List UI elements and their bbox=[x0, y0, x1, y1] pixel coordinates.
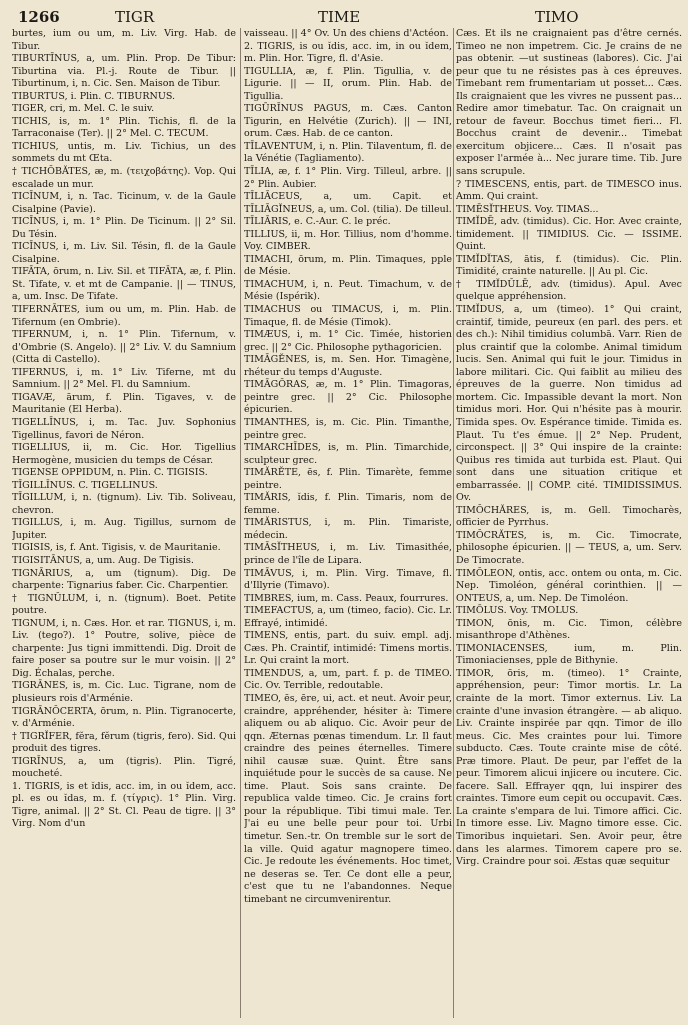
dictionary-entry: TIGELLIUS, ii, m. Cic. Hor. Tigellius Hermogène, musicien du temps de César. bbox=[12, 442, 236, 466]
dictionary-entry: † TIMĬDŬLĒ, adv. (timidus). Apul. Avec quelque appréhension. bbox=[456, 278, 682, 303]
dictionary-entry: TIFERNUS, i, m. 1° Liv. Tiferne, mt du Samnium. || 2° Mel. Fl. du Samnium. bbox=[12, 366, 236, 391]
dictionary-entry: TĪLIĀCEUS, a, um. Capit. et TĪLIĀGĬNEUS, a, um. Col. (tilia). De tilleul. bbox=[244, 191, 452, 215]
dictionary-entry: 2. TIGRIS, is ou ĭdis, acc. im, in ou ĭdem, m. Plin. Hor. Tigre, fl. d'Asie. bbox=[244, 40, 452, 65]
dictionary-entry: TIMĂRIS, ĭdis, f. Plin. Timaris, nom de femme. bbox=[244, 492, 452, 516]
dictionary-entry: TIMĂRISTUS, i, m. Plin. Timariste, médecin. bbox=[244, 517, 452, 541]
dictionary-entry: † TICHŎBĂTES, æ, m. (τειχοβάτης). Vop. Qui escalade un mur. bbox=[12, 166, 236, 190]
dictionary-entry: TIMEO, ēs, ēre, ui, act. et neut. Avoir peur, craindre, appréhender, hésiter à: Timere aliquem ou ab aliquo. Cic. Avoir peur de qqn. Æternas pœnas timendum. Lr. Il faut craindre des peines éternelles. Timere nihil causæ suæ. Quint. Être sans inquiétude pour le succès de sa cause. Ne time. Plaut. Sois sans crainte. De republica valde timeo. Cic. Je crains fort pour la république. Tibi timui male. Ter. J'ai eu une belle peur pour toi. Urbi timetur. Sen.-tr. On tremble sur le sort de la ville. Quid agatur magnopere timeo. Cic. Je redoute les événements. Hoc timet, ne deseras se. Ter. Ce dont elle a peur, c'est que tu ne l'abandonnes. Neque timebant ne circumvenirentur. bbox=[244, 692, 452, 905]
dictionary-entry: TIFĀTA, ōrum, n. Liv. Sil. et TIFĀTA, æ, f. Plin. St. Tifate, v. et mt de Campanie. || — TINUS, a, um. Insc. De Tifate. bbox=[12, 266, 236, 303]
dictionary-entry: TIGNUM, i, n. Cæs. Hor. et rar. TIGNUS, i, m. Liv. (tego?). 1° Poutre, solive, pièce de charpente: Jus tigni immittendi. Dig. Droit de faire poser sa poutre sur le mur voisin. || 2° Dig. Échalas, perche. bbox=[12, 617, 236, 679]
dictionary-entry: TIMEFACTUS, a, um (timeo, facio). Cic. Lr. Effrayé, intimidé. bbox=[244, 605, 452, 629]
dictionary-entry: TIGISIS, is, f. Ant. Tigisis, v. de Mauritanie. bbox=[12, 542, 221, 554]
dictionary-entry: ? TIMESCENS, entis, part. de TIMESCO inus. Amm. Qui craint. bbox=[456, 178, 682, 203]
dictionary-entry: vaisseau. || 4° Ov. Un des chiens d'Actéon. bbox=[244, 28, 449, 39]
dictionary-entry: TIMĀGŎRAS, æ, m. 1° Plin. Timagoras, peintre grec. || 2° Cic. Philosophe épicurien. bbox=[244, 379, 452, 416]
dictionary-entry: † TIGNŬLUM, i, n. (tignum). Boet. Petite poutre. bbox=[12, 592, 236, 617]
dictionary-entry: TIMŌLUS. Voy. TMOLUS. bbox=[456, 605, 579, 617]
dictionary-entry: TIMONIACENSES, ium, m. Plin. Timoniacienses, pple de Bithynie. bbox=[456, 642, 682, 667]
dictionary-entry: TĪLAVENTUM, i, n. Plin. Tilaventum, fl. de la Vénétie (Tagliamento). bbox=[244, 140, 452, 165]
dictionary-entry: 1. TIGRIS, is et ĭdis, acc. im, in ou ĭdem, acc. pl. es ou ĭdas, m. f. (τίγρις). 1° Plin. Virg. Tigre, animal. || 2° St. Cl. Peau de tigre. || 3° Virg. Nom d'un bbox=[12, 780, 236, 830]
dictionary-entry: TIMŎLEON, ontis, acc. ontem ou onta, m. Cic. Nep. Timoléon, général corinthien. || — ONTEUS, a, um. Nep. De Timoléon. bbox=[456, 567, 682, 604]
dictionary-entry: TIGRĪNUS, a, um (tigris). Plin. Tigré, moucheté. bbox=[12, 755, 236, 780]
dictionary-entry: TIMARCHĪDES, is, m. Plin. Timarchide, sculpteur grec. bbox=[244, 442, 452, 466]
dictionary-entry: TĪGILLĪNUS. C. TIGELLINUS. bbox=[12, 479, 158, 491]
dictionary-entry: TIMŎCRĂTES, is, m. Cic. Timocrate, philosophe épicurien. || — TEUS, a, um. Serv. De Timocrate. bbox=[456, 529, 682, 566]
dictionary-entry: TIGRĀNES, is, m. Cic. Luc. Tigrane, nom de plusieurs rois d'Arménie. bbox=[12, 680, 236, 704]
dictionary-entry: TICHIS, is, m. 1° Plin. Tichis, fl. de la Tarraconaise (Ter). || 2° Mel. C. TECUM. bbox=[12, 115, 236, 140]
dictionary-entry: TIMACHUM, i, n. Peut. Timachum, v. de Mésie (Ispérik). bbox=[244, 278, 452, 303]
dictionary-entry: TICĪNUS, i, m. Liv. Sil. Tésin, fl. de la Gaule Cisalpine. bbox=[12, 241, 236, 265]
dictionary-entry: TIGŪRĪNUS PAGUS, m. Cæs. Canton Tigurin, en Helvétie (Zurich). || — INI, orum. Cæs. Hab. de ce canton. bbox=[244, 103, 452, 140]
header-right-guideword: TIMO bbox=[535, 8, 579, 26]
dictionary-entry: TIBURTĪNUS, a, um. Plin. Prop. De Tibur: Tiburtina via. Pl.-j. Route de Tibur. || Tiburtinum, i, n. Cic. Sen. Maison de Tibur. bbox=[12, 53, 236, 90]
dictionary-entry: TIGULLIA, æ, f. Plin. Tigullia, v. de Ligurie. || — II, orum. Plin. Hab. de Tigullia. bbox=[244, 65, 452, 102]
dictionary-entry: TIMŎCHĂRES, is, m. Gell. Timocharès, officier de Pyrrhus. bbox=[456, 504, 682, 529]
dictionary-entry: TIMĀGĔNES, is, m. Sen. Hor. Timagène, rhéteur du temps d'Auguste. bbox=[244, 354, 452, 378]
dictionary-entry: TIMBRES, ium, m. Cass. Peaux, fourrures. bbox=[244, 592, 449, 604]
dictionary-entry: TICHIUS, untis, m. Liv. Tichius, un des sommets du mt Œta. bbox=[12, 140, 236, 165]
text-column-1 bbox=[12, 28, 236, 1018]
dictionary-entry: TIGISITĀNUS, a, um. Aug. De Tigisis. bbox=[12, 554, 194, 566]
dictionary-entry: TIMĂRĔTE, ēs, f. Plin. Timarète, femme peintre. bbox=[244, 467, 452, 491]
dictionary-entry: TIMACHI, ōrum, m. Plin. Timaques, pple de Mésie. bbox=[244, 253, 452, 278]
page-number: 1266 bbox=[18, 8, 60, 26]
dictionary-entry: TIGELLĪNUS, i, m. Tac. Juv. Sophonius Tigellinus, favori de Néron. bbox=[12, 416, 236, 441]
column-divider bbox=[453, 28, 454, 1018]
dictionary-entry: TIMANTHES, is, m. Cic. Plin. Timanthe, peintre grec. bbox=[244, 416, 452, 441]
dictionary-entry: TIFERNĀTES, ium ou um, m. Plin. Hab. de Tifernum (en Ombrie). bbox=[12, 304, 236, 328]
dictionary-entry: TĪLIĀRIS, e. C.-Aur. C. le préc. bbox=[244, 216, 391, 228]
dictionary-entry: TIMĀVUS, i, m. Plin. Virg. Timave, fl. d'Illyrie (Timavo). bbox=[244, 567, 452, 592]
dictionary-entry: TIMĬDĬTAS, ātis, f. (timidus). Cic. Plin. Timidité, crainte naturelle. || Au pl. Cic. bbox=[456, 253, 682, 278]
dictionary-entry: TIGRĀNŎCERTA, ōrum, n. Plin. Tigranocerte, v. d'Arménie. bbox=[12, 705, 236, 730]
dictionary-entry: TIMON, ōnis, m. Cic. Timon, célèbre misanthrope d'Athènes. bbox=[456, 617, 682, 642]
dictionary-entry: TIMENDUS, a, um, part. f. p. de TIMEO. Cic. Ov. Terrible, redoutable. bbox=[244, 667, 452, 692]
dictionary-entry: TILLIUS, ii, m. Hor. Tillius, nom d'homme. Voy. CIMBER. bbox=[244, 228, 452, 253]
dictionary-entry: TICĪNUM, i, n. Tac. Ticinum, v. de la Gaule Cisalpine (Pavie). bbox=[12, 191, 236, 215]
header-left-guideword: TIGR bbox=[115, 8, 155, 26]
dictionary-entry: TIMACHUS ou TIMACUS, i, m. Plin. Timaque, fl. de Mésie (Timok). bbox=[244, 304, 452, 328]
dictionary-entry: TIMĒSĬTHEUS. Voy. TIMAS... bbox=[456, 203, 599, 215]
dictionary-entry: TIGENSE OPPIDUM, n. Plin. C. TIGISIS. bbox=[12, 467, 208, 479]
dictionary-entry: burtes, ium ou um, m. Liv. Virg. Hab. de Tibur. bbox=[12, 28, 236, 52]
dictionary-entry: TĪGILLUM, i, n. (tignum). Liv. Tib. Soliveau, chevron. bbox=[12, 492, 236, 516]
header-center-guideword: TIME bbox=[318, 8, 361, 26]
dictionary-entry: TICĪNUS, i, m. 1° Plin. De Ticinum. || 2° Sil. Du Tésin. bbox=[12, 216, 236, 240]
dictionary-entry: TIMĬDUS, a, um (timeo). 1° Qui craint, craintif, timide, peureux (en parl. des pers. et des ch.): Nihil timidius columbā. Varr. Rien de plus craintif que la colombe. Animal timidum lucis. Sen. Animal qui fuit le jour. Timidus in labore militari. Cic. Qui faiblit au milieu des épreuves de la guerre. Non timidus ad mortem. Cic. Impassible devant la mort. Non timidus mori. Hor. Qui n'hésite pas à mourir. Timida spes. Ov. Espérance timide. Timida es. Plaut. Tu t'es émue. || 2° Nep. Prudent, circonspect. || 3° Qui inspire de la crainte: Quibus res timida aut turbida est. Plaut. Qui sont dans une situation critique et embarrassée. || COMP. cité. TIMIDISSIMUS. Ov. bbox=[456, 304, 682, 504]
dictionary-entry: Cæs. Et ils ne craignaient pas d'être cernés. Timeo ne non impetrem. Cic. Je crains de ne pas obtenir. —ut sustineas (labores). Cic. J'ai peur que tu ne résistes pas à ces épreuves. Timebant rem frumentariam ut posset... Cæs. Ils craignaient que les vivres ne pussent pas... Redire amor timebatur. Tac. On craignait un retour de faveur. Bocchus timet fieri... Fl. Bocchus craint de devenir... Timebat exercitum objicere... Cæs. Il n'osait pas exposer l'armée à... Nec jurare time. Tib. Jure sans scrupule. bbox=[456, 28, 682, 178]
dictionary-entry: TIMĬDĒ, adv. (timidus). Cic. Hor. Avec crainte, timidement. || TIMIDIUS. Cic. — ISSIME. Quint. bbox=[456, 216, 682, 253]
column-divider bbox=[240, 28, 241, 1018]
text-column-2 bbox=[244, 28, 452, 1018]
dictionary-entry: TIGNĀRIUS, a, um (tignum). Dig. De charpente: Tignarius faber. Cic. Charpentier. bbox=[12, 567, 236, 592]
dictionary-entry: TIMĀSĬTHEUS, i, m. Liv. Timasithée, prince de l'île de Lipara. bbox=[244, 542, 452, 566]
dictionary-entry: TIGER, cri, m. Mel. C. le suiv. bbox=[12, 103, 155, 115]
dictionary-entry: TIBURTUS, i. Plin. C. TIBURNUS. bbox=[12, 90, 176, 102]
dictionary-entry: TIMOR, ōris, m. (timeo). 1° Crainte, appréhension, peur: Timor mortis. Lr. La crainte de la mort. Timor externus. Liv. La crainte d'une invasion étrangère. — ab aliquo. Liv. Crainte inspirée par qqn. Timor de illo meus. Cic. Mes craintes pour lui. Timore subducto. Cæs. Toute crainte mise de côté. Præ timore. Plaut. De peur, par l'effet de la peur. Timorem alicui injicere ou incutere. Cic. facere. Sall. Effrayer qqn, lui inspirer des craintes. Timore eum cepit ou occupavit. Cæs. La crainte s'empara de lui. Timore affici. Cic. In timore esse. Liv. Magno timore esse. Cic. Timoribus inquietari. Sen. Avoir peur, être dans les alarmes. Timorem capere pro se. Virg. Craindre pour soi. Æstas quæ sequitur bbox=[456, 667, 682, 868]
text-column-3 bbox=[456, 28, 682, 1018]
dictionary-entry: TIGILLUS, i, m. Aug. Tigillus, surnom de Jupiter. bbox=[12, 517, 236, 541]
dictionary-entry: TĪLIA, æ, f. 1° Plin. Virg. Tilleul, arbre. || 2° Plin. Aubier. bbox=[244, 166, 452, 190]
dictionary-entry: TIMENS, entis, part. du suiv. empl. adj. Cæs. Ph. Craintif, intimidé: Timens mortis. Lr. Qui craint la mort. bbox=[244, 630, 452, 667]
dictionary-entry: † TIGRĬFER, fĕra, fĕrum (tigris, fero). Sid. Qui produit des tigres. bbox=[12, 730, 236, 755]
dictionary-entry: TIFERNUM, i, n. 1° Plin. Tifernum, v. d'Ombrie (S. Angelo). || 2° Liv. V. du Samnium (Citta di Castello). bbox=[12, 329, 236, 366]
running-header bbox=[0, 8, 688, 30]
dictionary-entry: TIGAVÆ, ārum, f. Plin. Tigaves, v. de Mauritanie (El Herba). bbox=[12, 391, 236, 416]
dictionary-entry: TIMÆUS, i, m. 1° Cic. Timée, historien grec. || 2° Cic. Philosophe pythagoricien. bbox=[244, 329, 452, 353]
